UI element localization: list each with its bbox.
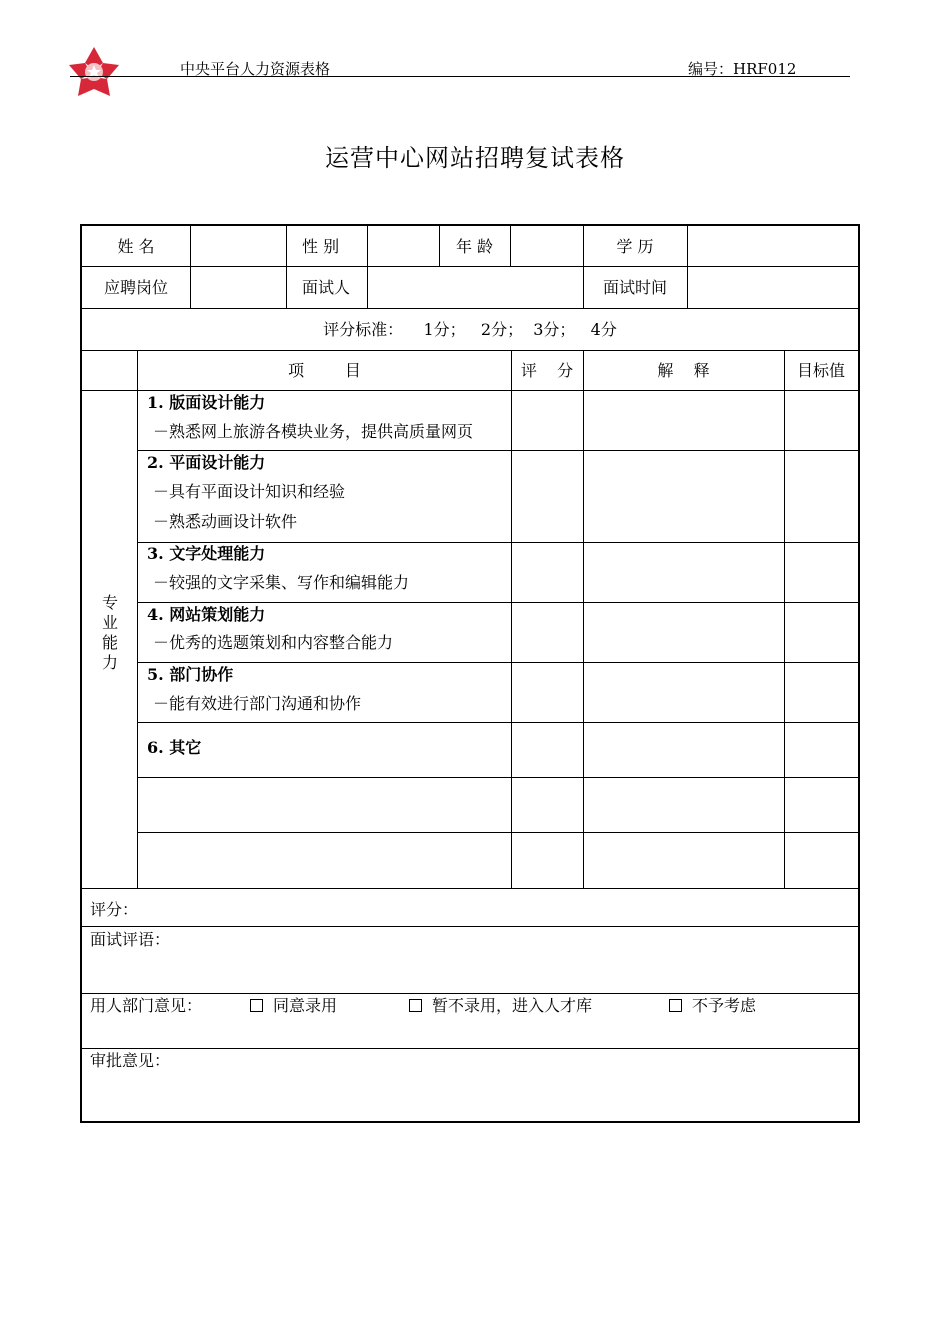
item-title: 3. 文字处理能力	[147, 544, 266, 563]
row-divider	[138, 662, 858, 663]
row-divider	[82, 888, 858, 889]
row-divider	[138, 450, 858, 451]
gender-label: 性 别	[302, 237, 340, 256]
col-divider	[510, 226, 511, 266]
scoring-standard: 评分标准： 1分； 2分； 3分； 4分	[323, 320, 617, 339]
row-divider	[82, 993, 858, 994]
col-divider	[190, 226, 191, 308]
interview-comment-label: 面试评语：	[90, 930, 171, 949]
row-divider	[138, 832, 858, 833]
item-detail: －较强的文字采集、写作和编辑能力	[153, 573, 410, 592]
col-divider	[583, 350, 584, 888]
row-divider	[82, 926, 858, 927]
col-divider	[137, 350, 138, 888]
age-label: 年 龄	[455, 237, 494, 256]
department-opinion-label: 用人部门意见：	[90, 996, 203, 1015]
column-score-header: 评 分	[520, 361, 574, 380]
option-label: 同意录用	[273, 996, 338, 1015]
item-title: 2. 平面设计能力	[147, 453, 266, 472]
form-title: 运营中心网站招聘复试表格	[325, 144, 625, 172]
column-item-header: 项 目	[288, 361, 361, 380]
name-label: 姓 名	[117, 237, 155, 256]
item-title: 6. 其它	[147, 738, 202, 757]
item-detail: －能有效进行部门沟通和协作	[153, 694, 362, 713]
column-explain-header: 解 释	[657, 361, 710, 380]
col-divider	[367, 226, 368, 308]
row-divider	[138, 722, 858, 723]
position-label: 应聘岗位	[103, 278, 168, 297]
education-label: 学 历	[616, 237, 654, 256]
checkbox-icon[interactable]	[250, 999, 263, 1012]
item-title: 4. 网站策划能力	[147, 605, 266, 624]
row-divider	[82, 1048, 858, 1049]
row-divider	[82, 308, 858, 309]
row-divider	[138, 602, 858, 603]
option-talent-pool[interactable]	[409, 996, 592, 1016]
item-detail: －熟悉网上旅游各模块业务，提供高质量网页	[153, 422, 474, 441]
item-detail: －优秀的选题策划和内容整合能力	[153, 633, 394, 652]
option-label: 不予考虑	[692, 996, 757, 1015]
option-reject[interactable]	[669, 996, 756, 1016]
row-divider	[82, 390, 858, 391]
row-divider	[82, 350, 858, 351]
approval-opinion-label: 审批意见：	[90, 1051, 171, 1070]
checkbox-icon[interactable]	[409, 999, 422, 1012]
org-name: 中央平台人力资源表格	[180, 60, 331, 78]
interviewer-label: 面试人	[302, 278, 351, 297]
header-divider	[70, 76, 850, 77]
column-target-header: 目标值	[796, 361, 845, 380]
item-detail: －熟悉动画设计软件	[153, 512, 298, 531]
company-logo-icon	[66, 44, 122, 100]
row-divider	[138, 777, 858, 778]
section-label-professional-ability: 专 业 能 力	[101, 593, 118, 672]
row-divider	[82, 266, 858, 267]
option-label: 暂不录用，进入人才库	[432, 996, 593, 1015]
item-title: 1. 版面设计能力	[147, 393, 266, 412]
item-title: 5. 部门协作	[147, 665, 234, 684]
interview-time-label: 面试时间	[602, 278, 667, 297]
item-detail: －具有平面设计知识和经验	[153, 482, 346, 501]
col-divider	[784, 350, 785, 888]
col-divider	[286, 226, 287, 308]
option-hire[interactable]	[250, 996, 337, 1016]
form-code: 编号：HRF012	[688, 60, 797, 78]
checkbox-icon[interactable]	[669, 999, 682, 1012]
col-divider	[687, 226, 688, 308]
row-divider	[138, 542, 858, 543]
score-label: 评分：	[90, 900, 139, 919]
col-divider	[511, 350, 512, 888]
